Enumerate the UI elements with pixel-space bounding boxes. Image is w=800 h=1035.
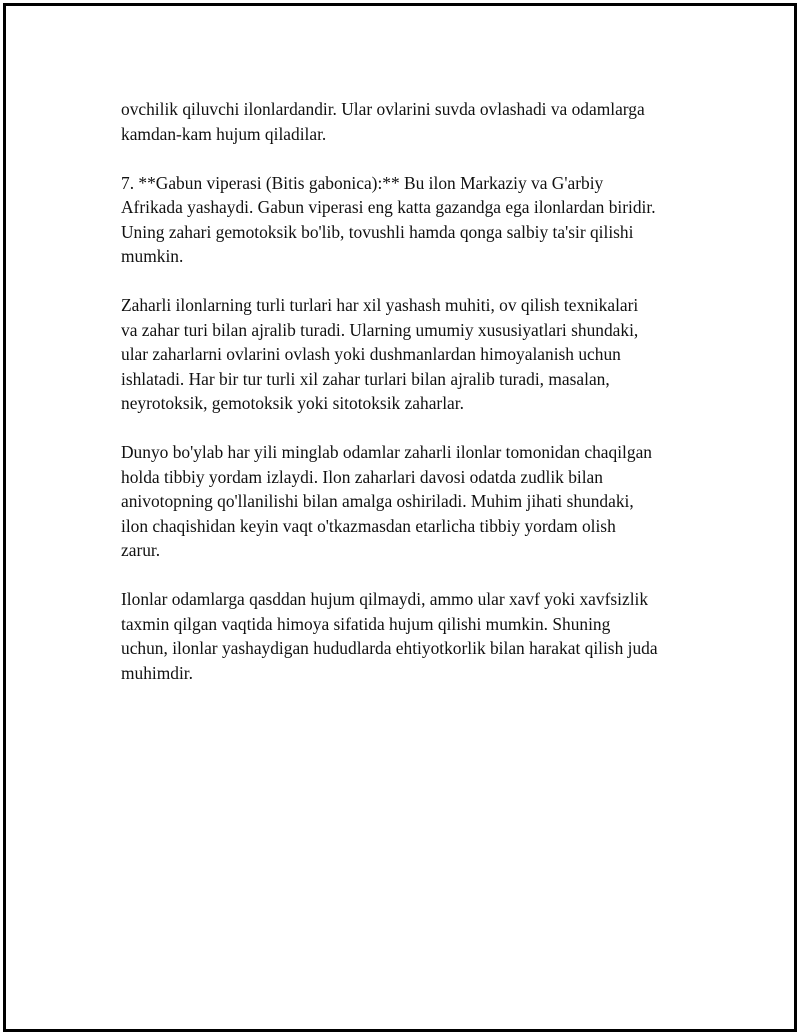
text-line: Zaharli ilonlarning turli turlari har xil yashash muhiti, ov qilish texnikalari <box>121 295 639 315</box>
text-line: ular zaharlarni ovlarini ovlash yoki dushmanlardan himoyalanish uchun <box>121 344 621 364</box>
text-line: zarur. <box>121 540 161 560</box>
document-page <box>3 3 797 1032</box>
text-line: Uning zahari gemotoksik bo'lib, tovushli hamda qonga salbiy ta'sir qilishi <box>121 221 634 242</box>
text-line: muhimdir. <box>121 662 193 683</box>
text-line: neyrotoksik, gemotoksik yoki sitotoksik zaharlar. <box>121 393 464 413</box>
text-line: va zahar turi bilan ajralib turadi. Ularning umumiy xususiyatlari shundaki, <box>121 319 639 340</box>
text-line: uchun, ilonlar yashaydigan hududlarda ehtiyotkorlik bilan harakat qilish juda <box>121 638 658 658</box>
text-line: holda tibbiy yordam izlaydi. Ilon zaharlari davosi odatda zudlik bilan <box>121 466 603 487</box>
text-line: anivotopning qo'llanilishi bilan amalga oshiriladi. Muhim jihati shundaki, <box>121 491 634 511</box>
text-line: 7. **Gabun viperasi (Bitis gabonica):** Bu ilon Markaziy va G'arbiy <box>121 172 604 193</box>
paragraph-1 <box>121 97 701 146</box>
paragraph-4 <box>121 440 701 563</box>
paragraph-3 <box>121 293 701 416</box>
text-line: Ilonlar odamlarga qasddan hujum qilmaydi, ammo ular xavf yoki xavfsizlik <box>121 589 649 609</box>
text-line: Afrikada yashaydi. Gabun viperasi eng katta gazandga ega ilonlardan biridir. <box>121 197 656 217</box>
text-line: Dunyo bo'ylab har yili minglab odamlar zaharli ilonlar tomonidan chaqilgan <box>121 442 652 462</box>
text-line: ishlatadi. Har bir tur turli xil zahar turlari bilan ajralib turadi, masalan, <box>121 368 610 389</box>
text-line: ilon chaqishidan keyin vaqt o'tkazmasdan etarlicha tibbiy yordam olish <box>121 515 616 536</box>
text-line: mumkin. <box>121 246 184 266</box>
text-line: ovchilik qiluvchi ilonlardandir. Ular ovlarini suvda ovlashadi va odamlarga <box>121 99 645 119</box>
text-line: taxmin qilgan vaqtida himoya sifatida hujum qilishi mumkin. Shuning <box>121 613 611 634</box>
document-body <box>121 97 701 710</box>
text-line: kamdan-kam hujum qiladilar. <box>121 123 327 144</box>
paragraph-5 <box>121 587 701 685</box>
paragraph-2 <box>121 171 701 269</box>
